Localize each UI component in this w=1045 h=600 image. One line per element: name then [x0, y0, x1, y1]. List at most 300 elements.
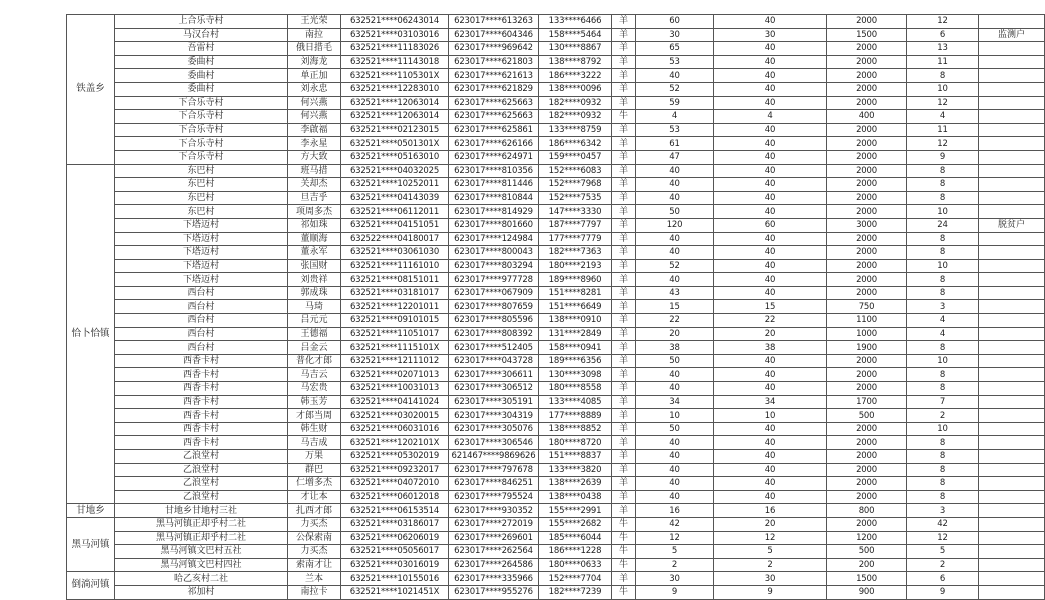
note-cell	[979, 395, 1045, 409]
name-cell: 刘贵祥	[288, 273, 341, 287]
name-cell: 关却杰	[288, 178, 341, 192]
amount-cell: 5	[714, 545, 827, 559]
village-cell: 西台村	[115, 286, 288, 300]
quantity-cell: 4	[907, 314, 979, 328]
village-cell: 下塔迈村	[115, 259, 288, 273]
card-number-cell: 623017****969642	[449, 42, 539, 56]
note-cell: 监测户	[979, 28, 1045, 42]
phone-cell: 187****7797	[539, 218, 612, 232]
livestock-cell: 羊	[612, 504, 636, 518]
count-cell: 10	[636, 409, 714, 423]
phone-cell: 138****8792	[539, 55, 612, 69]
village-cell: 黑马河镇文巴村五社	[115, 545, 288, 559]
card-number-cell: 623017****306512	[449, 382, 539, 396]
livestock-cell: 牛	[612, 531, 636, 545]
name-cell: 刘永忠	[288, 82, 341, 96]
id-number-cell: 632521****11051017	[341, 327, 449, 341]
table-row	[67, 585, 1045, 599]
card-number-cell: 623017****810356	[449, 164, 539, 178]
note-cell	[979, 545, 1045, 559]
quantity-cell: 3	[907, 300, 979, 314]
card-number-cell: 623017****262564	[449, 545, 539, 559]
phone-cell: 180****8558	[539, 382, 612, 396]
phone-cell: 177****8889	[539, 409, 612, 423]
note-cell	[979, 585, 1045, 599]
subsidy-cell: 1500	[827, 28, 907, 42]
amount-cell: 34	[714, 395, 827, 409]
table-row	[67, 137, 1045, 151]
card-number-cell: 623017****624971	[449, 150, 539, 164]
phone-cell: 180****8720	[539, 436, 612, 450]
card-number-cell: 623017****305076	[449, 422, 539, 436]
card-number-cell: 623017****797678	[449, 463, 539, 477]
livestock-cell: 牛	[612, 585, 636, 599]
subsidy-cell: 2000	[827, 137, 907, 151]
amount-cell: 20	[714, 327, 827, 341]
card-number-cell: 623017****043728	[449, 354, 539, 368]
phone-cell: 177****7779	[539, 232, 612, 246]
subsidy-cell: 2000	[827, 232, 907, 246]
amount-cell: 40	[714, 123, 827, 137]
phone-cell: 185****6044	[539, 531, 612, 545]
village-cell: 下合乐寺村	[115, 150, 288, 164]
card-number-cell: 623017****626166	[449, 137, 539, 151]
count-cell: 50	[636, 422, 714, 436]
amount-cell: 9	[714, 585, 827, 599]
table-row	[67, 110, 1045, 124]
phone-cell: 180****0633	[539, 558, 612, 572]
name-cell: 单正加	[288, 69, 341, 83]
quantity-cell: 8	[907, 178, 979, 192]
note-cell	[979, 354, 1045, 368]
quantity-cell: 8	[907, 436, 979, 450]
card-number-cell: 623017****512405	[449, 341, 539, 355]
count-cell: 40	[636, 477, 714, 491]
note-cell	[979, 531, 1045, 545]
card-number-cell: 623017****621613	[449, 69, 539, 83]
id-number-cell: 632521****06206019	[341, 531, 449, 545]
livestock-cell: 羊	[612, 164, 636, 178]
id-number-cell: 632521****11183026	[341, 42, 449, 56]
livestock-cell: 羊	[612, 327, 636, 341]
livestock-cell: 羊	[612, 178, 636, 192]
livestock-cell: 羊	[612, 69, 636, 83]
amount-cell: 40	[714, 55, 827, 69]
subsidy-cell: 500	[827, 545, 907, 559]
note-cell	[979, 327, 1045, 341]
id-number-cell: 632521****1021451X	[341, 585, 449, 599]
note-cell	[979, 341, 1045, 355]
card-number-cell: 623017****335966	[449, 572, 539, 586]
count-cell: 60	[636, 15, 714, 29]
subsidy-cell: 2000	[827, 422, 907, 436]
id-number-cell: 632521****03020015	[341, 409, 449, 423]
village-cell: 下合乐寺村	[115, 123, 288, 137]
card-number-cell: 623017****810844	[449, 191, 539, 205]
count-cell: 2	[636, 558, 714, 572]
name-cell: 公保索南	[288, 531, 341, 545]
subsidy-cell: 800	[827, 504, 907, 518]
amount-cell: 60	[714, 218, 827, 232]
subsidy-cell: 1100	[827, 314, 907, 328]
village-cell: 马汉台村	[115, 28, 288, 42]
village-cell: 西香卡村	[115, 395, 288, 409]
count-cell: 53	[636, 123, 714, 137]
table-row	[67, 286, 1045, 300]
quantity-cell: 8	[907, 164, 979, 178]
village-cell: 西香卡村	[115, 409, 288, 423]
id-number-cell: 632521****08151011	[341, 273, 449, 287]
table-row	[67, 178, 1045, 192]
id-number-cell: 632521****02071013	[341, 368, 449, 382]
livestock-cell: 羊	[612, 205, 636, 219]
table-row	[67, 232, 1045, 246]
town-cell: 黑马河镇	[67, 517, 115, 571]
card-number-cell: 623017****977728	[449, 273, 539, 287]
id-number-cell: 632521****12063014	[341, 96, 449, 110]
village-cell: 下塔迈村	[115, 246, 288, 260]
table-row	[67, 545, 1045, 559]
phone-cell: 189****6356	[539, 354, 612, 368]
phone-cell: 189****8960	[539, 273, 612, 287]
phone-cell: 152****7704	[539, 572, 612, 586]
village-cell: 乙浪堂村	[115, 450, 288, 464]
livestock-cell: 牛	[612, 558, 636, 572]
phone-cell: 182****7239	[539, 585, 612, 599]
village-cell: 下合乐寺村	[115, 110, 288, 124]
name-cell: 力买杰	[288, 545, 341, 559]
note-cell	[979, 15, 1045, 29]
quantity-cell: 9	[907, 585, 979, 599]
table-row	[67, 422, 1045, 436]
name-cell: 李永星	[288, 137, 341, 151]
subsidy-cell: 2000	[827, 450, 907, 464]
count-cell: 120	[636, 218, 714, 232]
note-cell	[979, 273, 1045, 287]
village-cell: 东巴村	[115, 164, 288, 178]
table-row	[67, 490, 1045, 504]
town-cell: 甘地乡	[67, 504, 115, 518]
quantity-cell: 9	[907, 150, 979, 164]
quantity-cell: 11	[907, 123, 979, 137]
id-number-cell: 632521****04072010	[341, 477, 449, 491]
id-number-cell: 632521****11161010	[341, 259, 449, 273]
amount-cell: 40	[714, 450, 827, 464]
note-cell	[979, 178, 1045, 192]
phone-cell: 133****6466	[539, 15, 612, 29]
name-cell: 南拉卡	[288, 585, 341, 599]
quantity-cell: 7	[907, 395, 979, 409]
table-row	[67, 300, 1045, 314]
note-cell	[979, 409, 1045, 423]
quantity-cell: 8	[907, 341, 979, 355]
note-cell	[979, 490, 1045, 504]
id-number-cell: 632521****1105301X	[341, 69, 449, 83]
subsidy-cell: 1900	[827, 341, 907, 355]
name-cell: 张国财	[288, 259, 341, 273]
livestock-cell: 羊	[612, 15, 636, 29]
subsidy-cell: 3000	[827, 218, 907, 232]
livestock-cell: 羊	[612, 191, 636, 205]
card-number-cell: 623017****625663	[449, 110, 539, 124]
livestock-cell: 羊	[612, 382, 636, 396]
subsidy-cell: 1500	[827, 572, 907, 586]
count-cell: 40	[636, 382, 714, 396]
table-row	[67, 450, 1045, 464]
note-cell	[979, 246, 1045, 260]
subsidy-cell: 900	[827, 585, 907, 599]
name-cell: 仁增多杰	[288, 477, 341, 491]
livestock-cell: 羊	[612, 137, 636, 151]
phone-cell: 151****8837	[539, 450, 612, 464]
phone-cell: 130****3098	[539, 368, 612, 382]
town-cell: 倒淌河镇	[67, 572, 115, 599]
subsidy-cell: 2000	[827, 178, 907, 192]
quantity-cell: 8	[907, 286, 979, 300]
livestock-cell: 羊	[612, 463, 636, 477]
amount-cell: 40	[714, 286, 827, 300]
amount-cell: 40	[714, 150, 827, 164]
livestock-cell: 牛	[612, 517, 636, 531]
name-cell: 南拉	[288, 28, 341, 42]
phone-cell: 151****8281	[539, 286, 612, 300]
village-cell: 黑马河镇文巴村四社	[115, 558, 288, 572]
phone-cell: 133****3820	[539, 463, 612, 477]
quantity-cell: 4	[907, 110, 979, 124]
phone-cell: 138****0438	[539, 490, 612, 504]
name-cell: 普化才郎	[288, 354, 341, 368]
amount-cell: 20	[714, 517, 827, 531]
quantity-cell: 3	[907, 504, 979, 518]
amount-cell: 40	[714, 490, 827, 504]
note-cell	[979, 259, 1045, 273]
note-cell	[979, 232, 1045, 246]
id-number-cell: 632521****06153514	[341, 504, 449, 518]
quantity-cell: 8	[907, 490, 979, 504]
name-cell: 才让本	[288, 490, 341, 504]
id-number-cell: 632521****1115101X	[341, 341, 449, 355]
quantity-cell: 8	[907, 246, 979, 260]
subsidy-cell: 2000	[827, 259, 907, 273]
town-cell: 铁盖乡	[67, 15, 115, 165]
count-cell: 50	[636, 354, 714, 368]
note-cell	[979, 422, 1045, 436]
village-cell: 甘地乡甘地村三社	[115, 504, 288, 518]
subsidy-cell: 2000	[827, 15, 907, 29]
card-number-cell: 623017****800043	[449, 246, 539, 260]
name-cell: 韩生财	[288, 422, 341, 436]
amount-cell: 40	[714, 232, 827, 246]
name-cell: 刘海龙	[288, 55, 341, 69]
note-cell	[979, 55, 1045, 69]
amount-cell: 40	[714, 178, 827, 192]
card-number-cell: 623017****930352	[449, 504, 539, 518]
id-number-cell: 632521****05056017	[341, 545, 449, 559]
count-cell: 40	[636, 436, 714, 450]
id-number-cell: 632521****10031013	[341, 382, 449, 396]
id-number-cell: 632521****10252011	[341, 178, 449, 192]
subsidy-cell: 2000	[827, 463, 907, 477]
amount-cell: 40	[714, 382, 827, 396]
phone-cell: 151****6649	[539, 300, 612, 314]
amount-cell: 40	[714, 477, 827, 491]
note-cell	[979, 572, 1045, 586]
count-cell: 59	[636, 96, 714, 110]
amount-cell: 16	[714, 504, 827, 518]
amount-cell: 40	[714, 422, 827, 436]
amount-cell: 40	[714, 205, 827, 219]
name-cell: 何兴燕	[288, 96, 341, 110]
quantity-cell: 8	[907, 273, 979, 287]
id-number-cell: 632521****06031016	[341, 422, 449, 436]
table-row	[67, 368, 1045, 382]
name-cell: 扎西才郎	[288, 504, 341, 518]
id-number-cell: 632521****05163010	[341, 150, 449, 164]
subsidy-cell: 1200	[827, 531, 907, 545]
table-row	[67, 504, 1045, 518]
note-cell	[979, 205, 1045, 219]
table-row	[67, 205, 1045, 219]
count-cell: 38	[636, 341, 714, 355]
card-number-cell: 623017****264586	[449, 558, 539, 572]
subsidy-cell: 2000	[827, 42, 907, 56]
name-cell: 吕元元	[288, 314, 341, 328]
village-cell: 下合乐寺村	[115, 137, 288, 151]
name-cell: 祁如珠	[288, 218, 341, 232]
subsidy-cell: 1000	[827, 327, 907, 341]
subsidy-cell: 2000	[827, 96, 907, 110]
livestock-cell: 羊	[612, 42, 636, 56]
table-row	[67, 436, 1045, 450]
table-row	[67, 273, 1045, 287]
quantity-cell: 8	[907, 382, 979, 396]
quantity-cell: 12	[907, 137, 979, 151]
village-cell: 下合乐寺村	[115, 96, 288, 110]
village-cell: 西香卡村	[115, 436, 288, 450]
subsidy-cell: 2000	[827, 246, 907, 260]
livestock-cell: 羊	[612, 150, 636, 164]
village-cell: 乙浪堂村	[115, 490, 288, 504]
count-cell: 40	[636, 463, 714, 477]
note-cell	[979, 368, 1045, 382]
count-cell: 40	[636, 273, 714, 287]
livestock-cell: 羊	[612, 232, 636, 246]
note-cell	[979, 300, 1045, 314]
name-cell: 马吉成	[288, 436, 341, 450]
name-cell: 韩玉芳	[288, 395, 341, 409]
card-number-cell: 623017****811446	[449, 178, 539, 192]
amount-cell: 40	[714, 259, 827, 273]
name-cell: 旦吉乎	[288, 191, 341, 205]
quantity-cell: 10	[907, 259, 979, 273]
livestock-cell: 羊	[612, 82, 636, 96]
count-cell: 4	[636, 110, 714, 124]
phone-cell: 152****7968	[539, 178, 612, 192]
phone-cell: 180****2193	[539, 259, 612, 273]
village-cell: 委曲村	[115, 55, 288, 69]
phone-cell: 186****6342	[539, 137, 612, 151]
note-cell	[979, 69, 1045, 83]
livestock-cell: 羊	[612, 286, 636, 300]
count-cell: 52	[636, 82, 714, 96]
name-cell: 力买杰	[288, 517, 341, 531]
table-row	[67, 123, 1045, 137]
id-number-cell: 632521****03181017	[341, 286, 449, 300]
phone-cell: 133****4085	[539, 395, 612, 409]
subsidy-cell: 2000	[827, 354, 907, 368]
phone-cell: 186****1228	[539, 545, 612, 559]
name-cell: 马吉云	[288, 368, 341, 382]
quantity-cell: 42	[907, 517, 979, 531]
livestock-cell: 羊	[612, 314, 636, 328]
subsidy-cell: 2000	[827, 517, 907, 531]
name-cell: 郭成珠	[288, 286, 341, 300]
quantity-cell: 8	[907, 368, 979, 382]
quantity-cell: 13	[907, 42, 979, 56]
card-number-cell: 623017****803294	[449, 259, 539, 273]
card-number-cell: 623017****613263	[449, 15, 539, 29]
name-cell: 马琦	[288, 300, 341, 314]
note-cell	[979, 382, 1045, 396]
phone-cell: 138****0910	[539, 314, 612, 328]
quantity-cell: 6	[907, 28, 979, 42]
count-cell: 50	[636, 205, 714, 219]
village-cell: 委曲村	[115, 69, 288, 83]
phone-cell: 159****0457	[539, 150, 612, 164]
village-cell: 西香卡村	[115, 354, 288, 368]
amount-cell: 40	[714, 96, 827, 110]
count-cell: 65	[636, 42, 714, 56]
quantity-cell: 4	[907, 327, 979, 341]
name-cell: 董永军	[288, 246, 341, 260]
name-cell: 群巴	[288, 463, 341, 477]
id-number-cell: 632521****1202101X	[341, 436, 449, 450]
card-number-cell: 623017****814929	[449, 205, 539, 219]
village-cell: 西台村	[115, 341, 288, 355]
village-cell: 东巴村	[115, 178, 288, 192]
amount-cell: 40	[714, 273, 827, 287]
card-number-cell: 623017****805596	[449, 314, 539, 328]
card-number-cell: 623017****955276	[449, 585, 539, 599]
livestock-cell: 羊	[612, 490, 636, 504]
card-number-cell: 623017****621829	[449, 82, 539, 96]
name-cell: 俄日措毛	[288, 42, 341, 56]
livestock-cell: 羊	[612, 409, 636, 423]
table-row	[67, 531, 1045, 545]
subsidy-cell: 1700	[827, 395, 907, 409]
note-cell	[979, 137, 1045, 151]
table-row	[67, 15, 1045, 29]
id-number-cell: 632521****05302019	[341, 450, 449, 464]
table-row	[67, 164, 1045, 178]
subsidy-cell: 2000	[827, 150, 907, 164]
village-cell: 吾雷村	[115, 42, 288, 56]
note-cell	[979, 123, 1045, 137]
subsidy-cell: 2000	[827, 82, 907, 96]
count-cell: 22	[636, 314, 714, 328]
table-row	[67, 395, 1045, 409]
livestock-cell: 羊	[612, 395, 636, 409]
name-cell: 马宏贵	[288, 382, 341, 396]
name-cell: 吕金云	[288, 341, 341, 355]
phone-cell: 155****2991	[539, 504, 612, 518]
phone-cell: 182****0932	[539, 110, 612, 124]
subsidy-cell: 2000	[827, 382, 907, 396]
amount-cell: 40	[714, 42, 827, 56]
livestock-cell: 羊	[612, 273, 636, 287]
phone-cell: 147****3330	[539, 205, 612, 219]
note-cell	[979, 504, 1045, 518]
